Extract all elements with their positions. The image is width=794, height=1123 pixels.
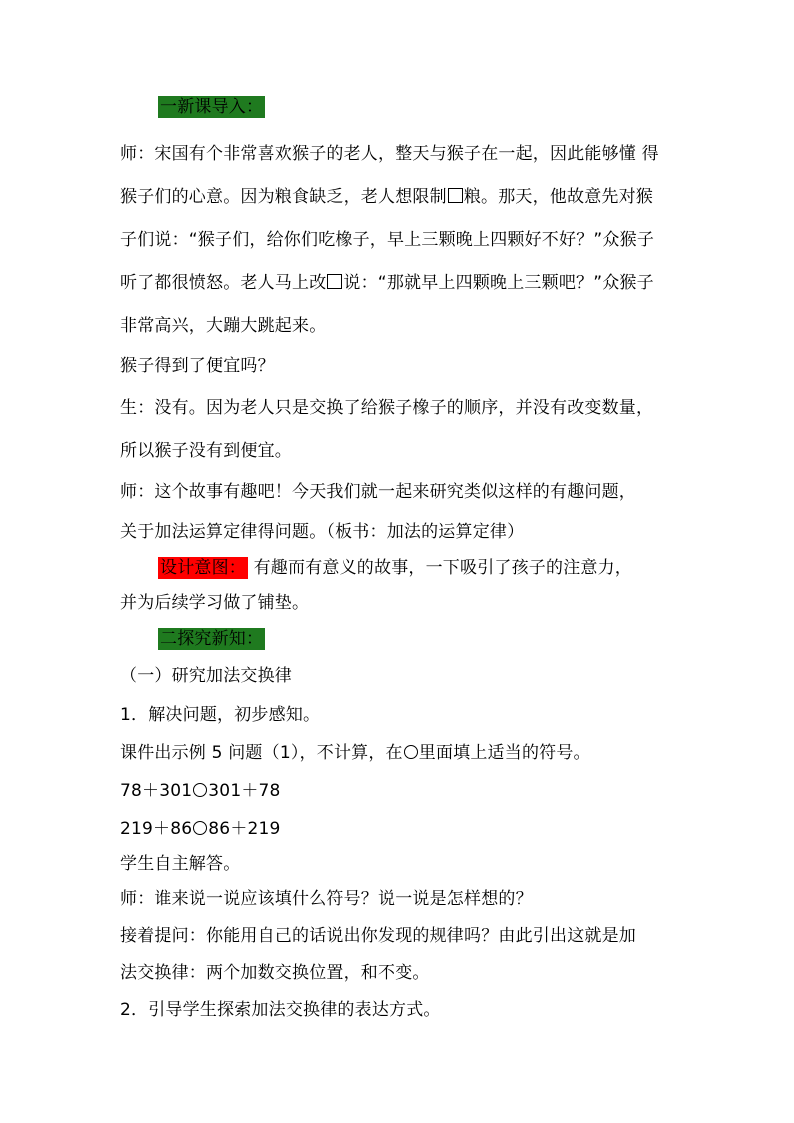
section-title-intro [158,96,265,118]
story-line-4-a: 听了都很愤怒。老人马上改 [120,273,327,293]
equation-2 [120,818,281,840]
task-line [120,742,591,764]
equation-1-left: 78＋301 [120,781,193,801]
equation-1 [120,780,281,802]
square-symbol-icon [448,188,463,203]
task-line-a: 课件出示例 5 问题（1），不计算，在 [120,743,403,763]
section-title-explore [158,628,265,650]
design-intent-label: 设计意图： [160,558,246,578]
circle-symbol-icon [404,745,418,759]
follow-up-line-2: 法交换律：两个加数交换位置，和不变。 [120,963,430,983]
square-symbol-icon [327,274,342,289]
teacher-line-2: 关于加法运算定律得问题。（板书：加法的运算定律） [120,522,525,542]
section-title-intro-text: 一新课导入： [160,97,264,117]
answer-line-1: 生：没有。因为老人只是交换了给猴子橡子的顺序，并没有改变数量， [120,398,654,418]
story-line-2 [120,186,653,208]
follow-up-line-1: 接着提问：你能用自己的话说出你发现的规律吗？由此引出这就是加 [120,926,636,946]
step-2: 2．引导学生探索加法交换律的表达方式。 [120,1000,441,1020]
story-line-2-b: 粮。那天，他故意先对猴 [463,187,654,207]
equation-1-right: 301＋78 [208,781,281,801]
subsection-title: （一）研究加法交换律 [120,666,292,686]
equation-2-left: 219＋86 [120,819,193,839]
equation-2-right: 86＋219 [208,819,281,839]
task-line-b: 里面填上适当的符号。 [418,743,591,763]
teacher-line-1: 师：这个故事有趣吧！今天我们就一起来研究类似这样的有趣问题， [120,482,636,502]
circle-symbol-icon [193,783,207,797]
section-title-explore-text: 二探究新知： [160,629,264,649]
design-intent-text: 有趣而有意义的故事，一下吸引了孩子的注意力， [248,558,633,578]
story-line-1: 师：宋国有个非常喜欢猴子的老人，整天与猴子在一起，因此能够懂 得 [120,144,659,164]
design-intent-line [158,557,632,579]
story-line-2-a: 猴子们的心意。因为粮食缺乏，老人想限制 [120,187,447,207]
circle-symbol-icon [193,821,207,835]
teacher-ask-line: 师：谁来说一说应该填什么符号？说一说是怎样想的？ [120,889,533,909]
story-line-3: 子们说：“猴子们，给你们吃橡子，早上三颗晚上四颗好不好？”众猴子 [120,230,655,250]
self-answer-line: 学生自主解答。 [120,854,241,874]
story-line-4-b: 说：“那就早上四颗晚上三颗吧？”众猴子 [343,273,654,293]
step-1: 1．解决问题，初步感知。 [120,705,321,725]
answer-line-2: 所以猴子没有到便宜。 [120,441,292,461]
story-line-5: 非常高兴，大蹦大跳起来。 [120,316,327,336]
design-intent-line-2: 并为后续学习做了铺垫。 [120,593,310,613]
question-line: 猴子得到了便宜吗？ [120,356,275,376]
story-line-4 [120,272,654,294]
